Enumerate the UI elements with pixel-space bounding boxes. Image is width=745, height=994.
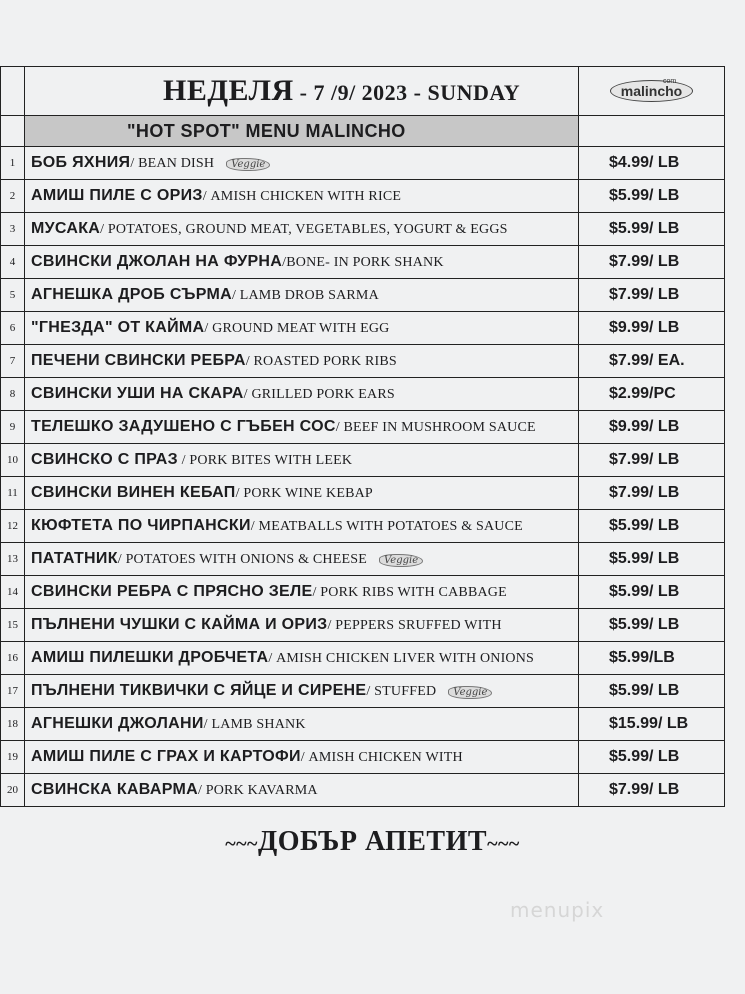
title-row [1,67,725,116]
item-name [25,774,579,807]
item-name-bg: СВИНСКИ ДЖОЛАН НА ФУРНА [31,253,283,270]
menu-item-row [1,444,725,477]
item-number: 3 [1,213,25,246]
menu-item-row [1,378,725,411]
item-name-en: / BEAN DISH [130,156,215,171]
item-price: $9.99/ LB [579,411,725,444]
item-number: 4 [1,246,25,279]
item-name-en: / PORK BITES WITH LEEK [177,453,353,468]
veggie-badge-icon: Veggie [448,686,492,699]
item-name-en: / PEPPERS SRUFFED WITH [327,618,502,633]
item-name-en: / LAMB SHANK [203,717,306,732]
item-name-en: / PORK WINE KEBAP [235,486,373,501]
menu-item-row [1,510,725,543]
menu-item-row [1,774,725,807]
item-number: 11 [1,477,25,510]
item-name-en: / STUFFED [366,684,437,699]
item-name [25,741,579,774]
title-day: НЕДЕЛЯ [163,74,294,107]
item-name-en: / GROUND MEAT WITH EGG [204,321,390,336]
menu-item-row [1,180,725,213]
item-number: 5 [1,279,25,312]
item-number: 6 [1,312,25,345]
item-name [25,312,579,345]
item-price: $2.99/PC [579,378,725,411]
veggie-badge-icon: Veggie [379,554,423,567]
item-name [25,510,579,543]
item-name-bg: СВИНСКИ УШИ НА СКАРА [31,385,244,402]
menu-table [0,66,725,807]
item-number: 14 [1,576,25,609]
menu-item-row [1,411,725,444]
item-name [25,246,579,279]
item-price: $5.99/ LB [579,510,725,543]
item-price: $5.99/ LB [579,213,725,246]
item-name [25,279,579,312]
item-name [25,642,579,675]
item-number: 12 [1,510,25,543]
item-number: 1 [1,147,25,180]
item-price: $7.99/ LB [579,246,725,279]
item-name-en: / MEATBALLS WITH POTATOES & SAUCE [250,519,523,534]
item-name-en: / POTATOES WITH ONIONS & CHEESE [117,552,367,567]
menu-item-row [1,576,725,609]
item-number: 9 [1,411,25,444]
item-name [25,543,579,576]
footer-text: ДОБЪР АПЕТИТ [257,826,488,857]
item-number: 15 [1,609,25,642]
item-number: 16 [1,642,25,675]
item-name-en: / BEEF IN MUSHROOM SAUCE [335,420,536,435]
item-price: $7.99/ EA. [579,345,725,378]
item-name [25,675,579,708]
item-name-bg: "ГНЕЗДА" ОТ КАЙМА [31,319,205,336]
item-name [25,708,579,741]
menu-item-row [1,741,725,774]
item-number: 13 [1,543,25,576]
item-price: $5.99/ LB [579,543,725,576]
item-name-en: / AMISH CHICKEN LIVER WITH ONIONS [268,651,535,666]
item-name [25,147,579,180]
item-name-bg: АГНЕШКИ ДЖОЛАНИ [31,715,204,732]
item-price: $15.99/ LB [579,708,725,741]
item-name [25,609,579,642]
menu-item-row [1,279,725,312]
item-name-en: /BONE- IN PORK SHANK [282,255,444,270]
item-name [25,576,579,609]
item-name [25,411,579,444]
item-name-bg: ПЪЛНЕНИ ТИКВИЧКИ С ЯЙЦЕ И СИРЕНЕ [31,682,367,699]
veggie-badge-icon: Veggie [226,158,270,171]
item-price: $4.99/ LB [579,147,725,180]
item-name-en: / POTATOES, GROUND MEAT, VEGETABLES, YOGURT & EGGS [100,222,508,237]
item-name-bg: АМИШ ПИЛЕ С ГРАХ И КАРТОФИ [31,748,301,765]
item-price: $7.99/ LB [579,477,725,510]
item-name-bg: ТЕЛЕШКО ЗАДУШЕНО С ГЪБЕН СОС [31,418,336,435]
item-name-en: / GRILLED PORK EARS [243,387,395,402]
item-name-en: / PORK RIBS WITH CABBAGE [312,585,507,600]
item-name-bg: СВИНСКО С ПРАЗ [31,451,178,468]
item-name [25,444,579,477]
title-date: - 7 /9/ 2023 - SUNDAY [293,80,521,105]
item-name-bg: ПАТАТНИК [31,550,118,567]
item-price: $5.99/ LB [579,180,725,213]
item-name [25,477,579,510]
menu-item-row [1,213,725,246]
item-number: 18 [1,708,25,741]
menu-item-row [1,345,725,378]
item-name-bg: ПЕЧЕНИ СВИНСКИ РЕБРА [31,352,246,369]
item-name [25,345,579,378]
item-name-bg: МУСАКА [31,220,101,237]
menu-item-row [1,312,725,345]
menu-subtitle: "HOT SPOT" MENU MALINCHO [25,116,579,147]
item-number: 10 [1,444,25,477]
item-name [25,213,579,246]
item-name-en: / ROASTED PORK RIBS [245,354,397,369]
menu-item-row [1,147,725,180]
item-name-bg: СВИНСКИ РЕБРА С ПРЯСНО ЗЕЛЕ [31,583,313,600]
item-name-bg: ПЪЛНЕНИ ЧУШКИ С КАЙМА И ОРИЗ [31,616,328,633]
item-price: $5.99/LB [579,642,725,675]
item-price: $5.99/ LB [579,675,725,708]
item-number: 19 [1,741,25,774]
item-name-en: / LAMB DROB SARMA [231,288,379,303]
item-price: $5.99/ LB [579,576,725,609]
item-name-bg: СВИНСКИ ВИНЕН КЕБАП [31,484,236,501]
item-price: $7.99/ LB [579,279,725,312]
menu-item-row [1,708,725,741]
item-name-bg: АГНЕШКА ДРОБ СЪРМА [31,286,232,303]
menu-title [25,67,579,116]
item-price: $5.99/ LB [579,741,725,774]
menu-item-row [1,477,725,510]
item-number: 2 [1,180,25,213]
item-price: $7.99/ LB [579,444,725,477]
menu-item-row [1,246,725,279]
item-name-en: / PORK KAVARMA [197,783,318,798]
malincho-logo: com malincho [610,80,693,102]
item-name-bg: АМИШ ПИЛЕ С ОРИЗ [31,187,203,204]
menu-item-row [1,675,725,708]
menu-item-row [1,609,725,642]
menu-item-row [1,642,725,675]
item-number: 8 [1,378,25,411]
menupix-watermark: menupix [510,898,605,922]
item-price: $7.99/ LB [579,774,725,807]
item-name-en: / AMISH CHICKEN WITH RICE [202,189,402,204]
item-price: $9.99/ LB [579,312,725,345]
menu-item-row [1,543,725,576]
subtitle-row [1,116,725,147]
item-number: 20 [1,774,25,807]
item-price: $5.99/ LB [579,609,725,642]
item-name-bg: БОБ ЯХНИЯ [31,154,131,171]
item-number: 17 [1,675,25,708]
item-name-bg: КЮФТЕТА ПО ЧИРПАНСКИ [31,517,251,534]
item-name-en: / AMISH CHICKEN WITH [300,750,463,765]
item-number: 7 [1,345,25,378]
footer-greeting: ~~~ДОБЪР АПЕТИТ~~~ [225,826,520,857]
item-name [25,378,579,411]
item-name-bg: АМИШ ПИЛЕШКИ ДРОБЧЕТА [31,649,269,666]
item-name [25,180,579,213]
item-name-bg: СВИНСКА КАВАРМА [31,781,198,798]
